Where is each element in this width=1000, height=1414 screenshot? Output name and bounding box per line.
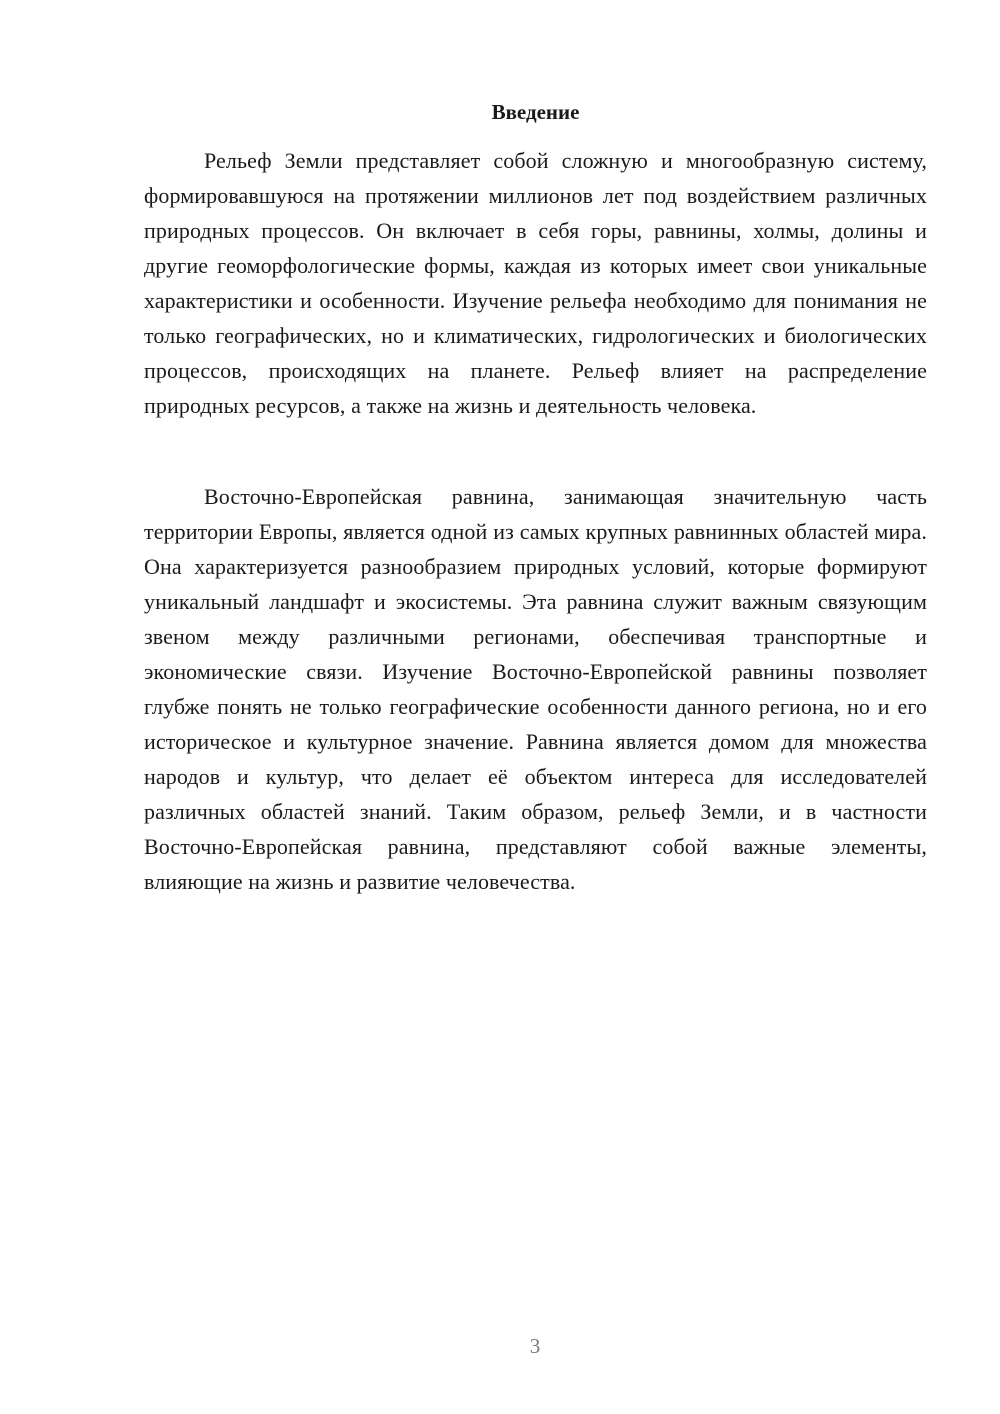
paragraph-relief: Рельеф Земли представляет собой сложную и многообразную систему, формировавшуюся на протяжении миллионов лет под воздействием различных природных процессов. Он включает в себя горы, равнины, холмы, долины и другие геоморфологические формы, каждая из которых имеет свои уникальные характеристики и особенности. Изучение рельефа необходимо для понимания не только географических, но и климатических, гидрологических и биологических процессов, происходящих на планете. Рельеф влияет на распределение природных ресурсов, а также на жизнь и деятельность человека. [144,148,927,418]
page-number: 3 [529,1334,541,1358]
section-heading: Введение [491,100,580,124]
paragraph-east-european-plain: Восточно-Европейская равнина, занимающая значительную часть территории Европы, является одной из самых крупных равнинных областей мира. Она характеризуется разнообразием природных условий, которые формируют уникальный ландшафт и экосистемы. Эта равнина служит важным связующим звеном между различными регионами, обеспечивая транспортные и экономические связи. Изучение Восточно-Европейской равнины позволяет глубже понять не только географические особенности данного региона, но и его историческое и культурное значение. Равнина является домом для множества народов и культур, что делает её объектом интереса для исследователей различных областей знаний. Таким образом, рельеф Земли, и в частности Восточно-Европейская равнина, представляют собой важные элементы, влияющие на жизнь и развитие человечества. [144,484,927,894]
